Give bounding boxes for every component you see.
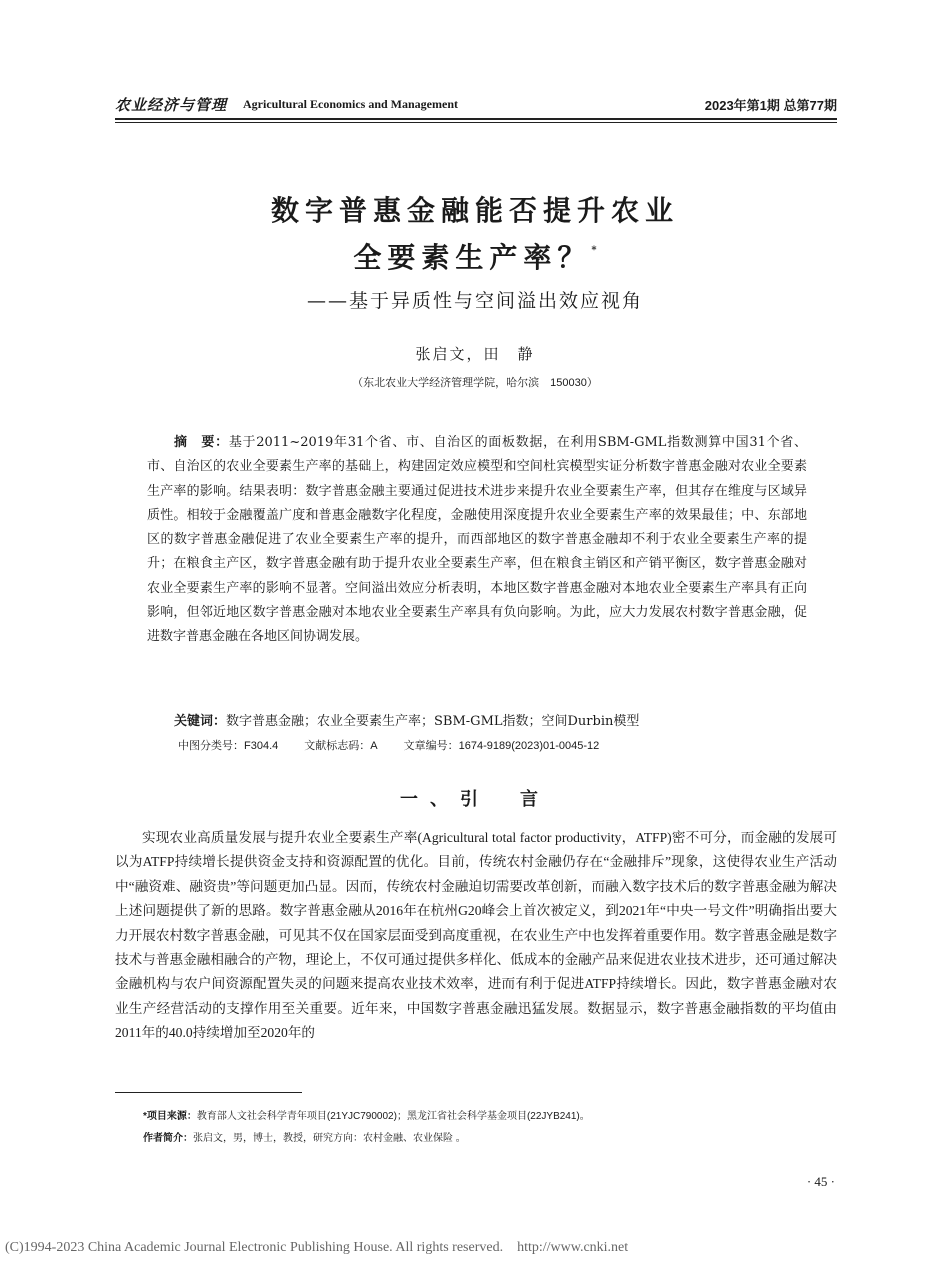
document-code: 文献标志码：A: [304, 740, 378, 752]
header-rule-thin: [115, 122, 837, 123]
classification-line: [178, 737, 599, 753]
abstract: [147, 430, 807, 650]
title-line-1: 数字普惠金融能否提升农业: [270, 194, 679, 227]
keywords-label: 关键词：: [174, 713, 227, 728]
author-bio-text: 张启文，男，博士，教授，研究方向：农村金融、农业保险 。: [193, 1133, 466, 1144]
article-number: 文章编号：1674-9189(2023)01-0045-12: [403, 740, 600, 752]
journal-name-cn: 农业经济与管理: [115, 96, 228, 114]
title-line-2-text: 全要素生产率？: [353, 241, 592, 274]
footnote-funding: [143, 1107, 590, 1122]
journal-name-en: Agricultural Economics and Management: [243, 97, 458, 111]
clc-number: 中图分类号：F304.4: [178, 740, 279, 752]
funding-text: 教育部人文社会科学青年项目(21YJC790002)；黑龙江省社会科学基金项目(22JYB241)。: [196, 1111, 590, 1122]
body-paragraph: 实现农业高质量发展与提升农业全要素生产率(Agricultural total factor productivity，ATFP)密不可分，而金融的发展可以为ATFP持续增长提供资金支持和资源配置的优化。目前，传统农村金融仍存在“金融排斥”现象，这使得农业生产活动中“融资难、融资贵”等问题更加凸显。因而，传统农村金融迫切需要改革创新，而融入数字技术后的数字普惠金融为解决上述问题提供了新的思路。数字普惠金融从2016年在杭州G20峰会上首次被定义，到2021年“中央一号文件”明确指出要大力开展农村数字普惠金融，可见其不仅在国家层面受到高度重视，在农业生产中也发挥着重要作用。数字普惠金融是数字技术与普惠金融相融合的产物，理论上，不仅可通过提供多样化、低成本的金融产品来促进农业技术进步，还可通过解决金融机构与农户间资源配置失灵的问题来提高农业技术效率，进而有利于促进ATFP持续增长。因此，数字普惠金融对农业生产经营活动的支撑作用至关重要。近年来，中国数字普惠金融迅猛发展。数据显示，数字普惠金融指数的平均值由2011年的40.0持续增加至2020年的: [115, 830, 837, 1041]
affiliation: （东北农业大学经济管理学院，哈尔滨 150030）: [352, 377, 598, 389]
abstract-label: 摘 要：: [174, 434, 229, 449]
title-line-2: [0, 236, 950, 276]
page-number: · 45 ·: [806, 1174, 835, 1189]
header-rule-thick: [115, 118, 837, 120]
subtitle: ——基于异质性与空间溢出效应视角: [306, 290, 643, 312]
author-bio-label: 作者简介：: [143, 1133, 193, 1144]
issue-info: 2023年第1期 总第77期: [704, 98, 837, 113]
keywords-text: 数字普惠金融；农业全要素生产率；SBM-GML指数；空间Durbin模型: [226, 714, 640, 729]
section-heading: 一、引 言: [400, 789, 550, 810]
running-header: [115, 94, 837, 116]
footnote-rule: [115, 1092, 302, 1093]
copyright-notice: (C)1994-2023 China Academic Journal Electronic Publishing House. All rights reserved. http://www.cnki.net: [5, 1240, 629, 1255]
authors: 张启文，田 静: [415, 345, 535, 363]
keywords: [174, 710, 639, 729]
funding-label: *项目来源：: [143, 1111, 197, 1122]
footnote-author: [143, 1129, 466, 1144]
abstract-text: 基于2011~2019年31个省、市、自治区的面板数据，在利用SBM-GML指数测算中国31个省、市、自治区的农业全要素生产率的基础上，构建固定效应模型和空间杜宾模型实证分析数字普惠金融对农业全要素生产率的影响。结果表明：数字普惠金融主要通过促进技术进步来提升农业全要素生产率，但其存在维度与区域异质性。相较于金融覆盖广度和普惠金融数字化程度，金融使用深度提升农业全要素生产率的效果最佳；中、东部地区的数字普惠金融促进了农业全要素生产率的提升，而西部地区的数字普惠金融却不利于农业全要素生产率的提升；在粮食主产区，数字普惠金融有助于提升农业全要素生产率，但在粮食主销区和产销平衡区，数字普惠金融对农业全要素生产率的影响不显著。空间溢出效应分析表明，本地区数字普惠金融对本地农业全要素生产率具有正向影响，但邻近地区数字普惠金融对本地农业全要素生产率具有负向影响。为此，应大力发展农村数字普惠金融，促进数字普惠金融在各地区间协调发展。: [147, 435, 807, 645]
title-footnote-mark: *: [591, 244, 597, 256]
